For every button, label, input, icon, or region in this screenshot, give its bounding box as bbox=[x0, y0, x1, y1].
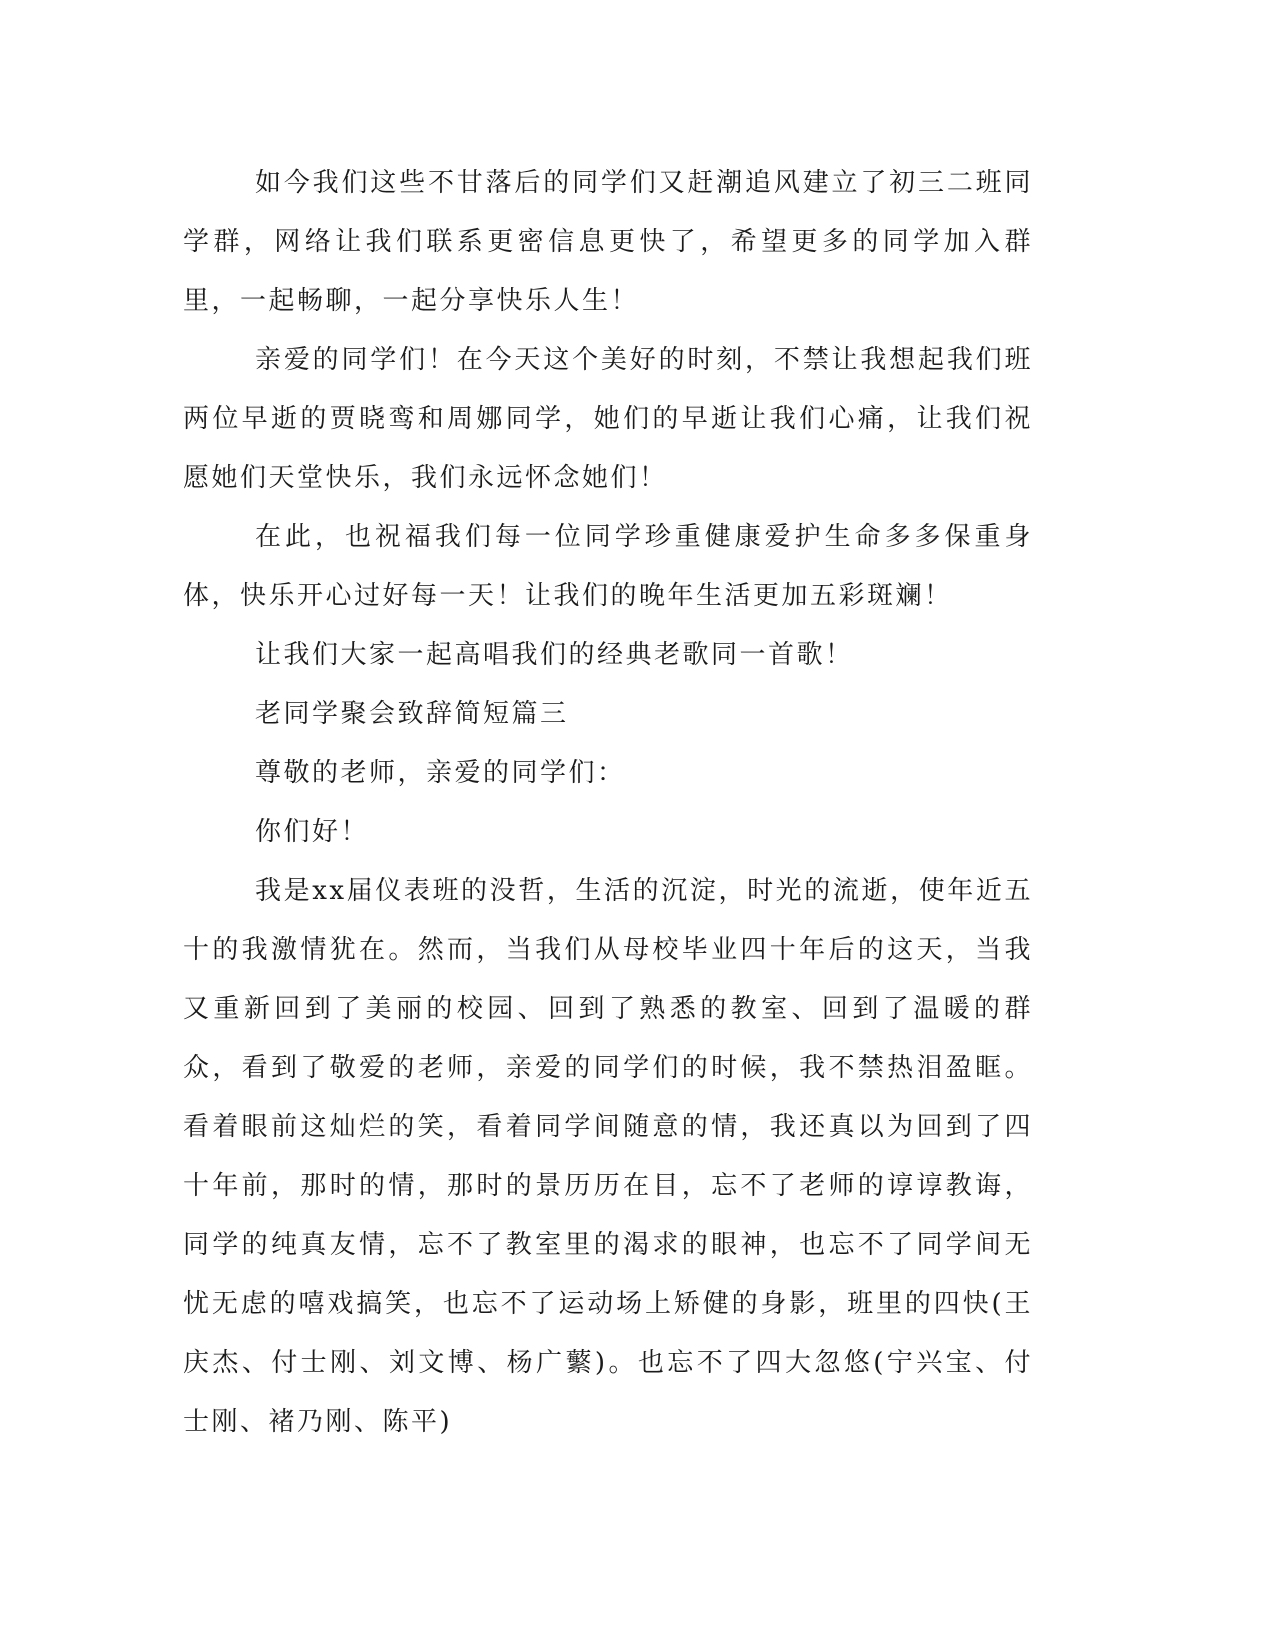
paragraph-speech: 我是xx届仪表班的没哲，生活的沉淀，时光的流逝，使年近五十的我激情犹在。然而，当我们从母校毕业四十年后的这天，当我又重新回到了美丽的校园、回到了熟悉的教室、回到了温暖的群众，看到了敬爱的老师，亲爱的同学们的时候，我不禁热泪盈眶。看着眼前这灿烂的笑，看着同学间随意的情，我还真以为回到了四十年前，那时的情，那时的景历历在目，忘不了老师的谆谆教诲，同学的纯真友情，忘不了教室里的渴求的眼神，也忘不了同学间无忧无虑的嘻戏搞笑，也忘不了运动场上矫健的身影，班里的四快(王庆杰、付士刚、刘文博、杨广蘩)。也忘不了四大忽悠(宁兴宝、付士刚、褚乃刚、陈平) bbox=[183, 876, 1033, 1437]
section-heading: 老同学聚会致辞简短篇三 bbox=[255, 699, 569, 729]
greeting: 你们好！ bbox=[255, 817, 370, 847]
paragraph-class-group: 如今我们这些不甘落后的同学们又赶潮追风建立了初三二班同学群，网络让我们联系更密信息更快了，希望更多的同学加入群里，一起畅聊，一起分享快乐人生！ bbox=[183, 168, 1033, 316]
paragraph-song: 让我们大家一起高唱我们的经典老歌同一首歌！ bbox=[255, 640, 854, 670]
paragraph-memorial: 亲爱的同学们！在今天这个美好的时刻，不禁让我想起我们班两位早逝的贾晓鸾和周娜同学，她们的早逝让我们心痛，让我们祝愿她们天堂快乐，我们永远怀念她们！ bbox=[183, 345, 1033, 493]
salutation: 尊敬的老师，亲爱的同学们： bbox=[255, 758, 626, 788]
paragraph-blessing: 在此，也祝福我们每一位同学珍重健康爱护生命多多保重身体，快乐开心过好每一天！让我们的晚年生活更加五彩斑斓！ bbox=[183, 522, 1033, 611]
document-body bbox=[183, 154, 1033, 1452]
